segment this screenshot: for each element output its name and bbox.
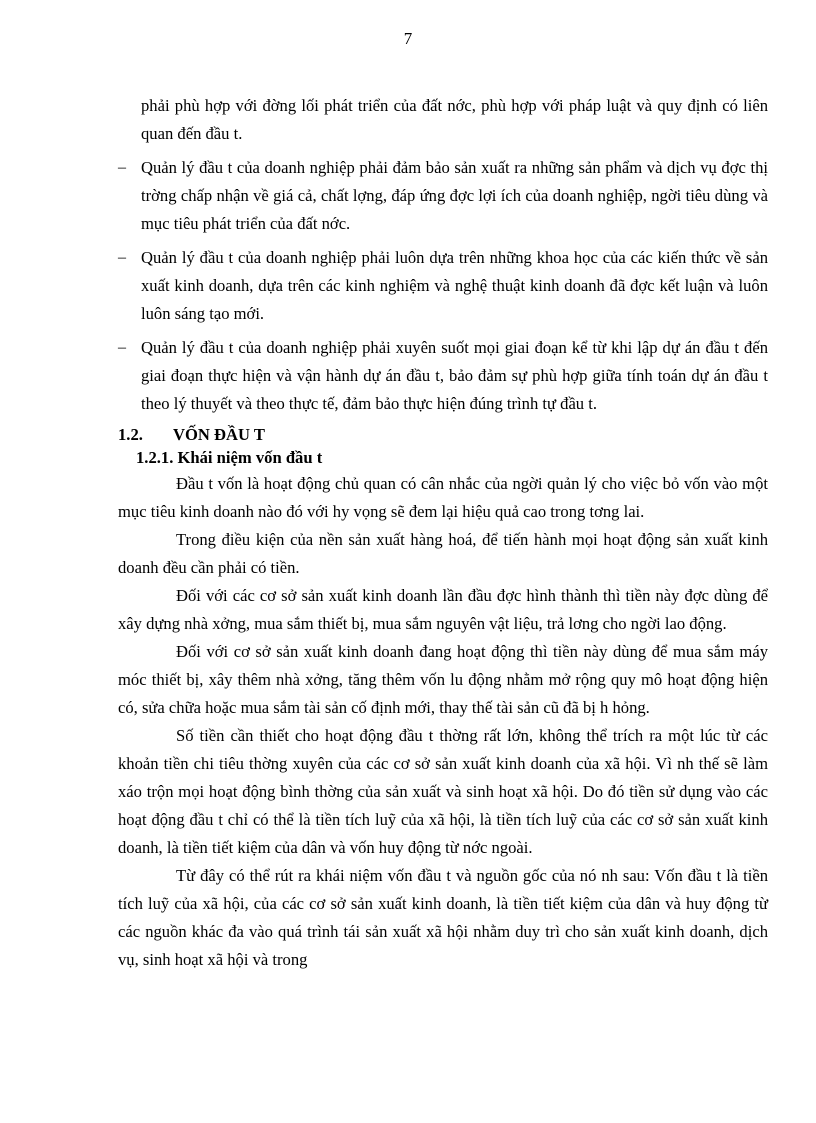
section-heading [118, 424, 768, 446]
paragraph: Đối với cơ sở sản xuất kinh doanh đang hoạt động thì tiền này dùng để mua sắm máy móc thiết bị, xây thêm nhà xởng, tăng thêm vốn lu động nhằm mở rộng quy mô hoạt động hiện có, sửa chữa hoặc mua sắm tài sản cố định mới, thay thế tài sản cũ đã bị h hỏng. [118, 642, 768, 717]
dash-bullet-icon: – [118, 339, 126, 356]
bullet-item [118, 334, 768, 418]
paragraph: Từ đây có thể rút ra khái niệm vốn đầu t và nguồn gốc của nó nh sau: Vốn đầu t là tiền tích luỹ của xã hội, của các cơ sở sản xuất kinh doanh, là tiền tiết kiệm của dân và huy động từ các nguồn khác đa vào quá trình tái sản xuất xã hội nhằm duy trì cho sản xuất kinh doanh, dịch vụ, sinh hoạt xã hội và trong [118, 866, 768, 969]
bullet-list [118, 154, 768, 418]
paragraph: Đầu t vốn là hoạt động chủ quan có cân nhắc của ngời quản lý cho việc bỏ vốn vào một mục tiêu kinh doanh nào đó với hy vọng sẽ đem lại hiệu quả cao trong tơng lai. [118, 474, 768, 521]
bullet-item [118, 244, 768, 328]
bullet-item [118, 154, 768, 238]
paragraph: Số tiền cần thiết cho hoạt động đầu t thờng rất lớn, không thể trích ra một lúc từ các khoản tiền chi tiêu thờng xuyên của các cơ sở sản xuất kinh doanh của xã hội. Vì nh thế sẽ làm xáo trộn mọi hoạt động bình thờng của sản xuất và sinh hoạt xã hội. Do đó tiền sử dụng vào các hoạt động đầu t chỉ có thể là tiền tích luỹ của xã hội, là tiền tích luỹ của các cơ sở sản xuất kinh doanh, là tiền tiết kiệm của dân và vốn huy động từ nớc ngoài. [118, 726, 768, 857]
paragraph: Trong điều kiện của nền sản xuất hàng hoá, để tiến hành mọi hoạt động sản xuất kinh doanh đều cần phải có tiền. [118, 530, 768, 577]
bullet-text: Quản lý đầu t của doanh nghiệp phải luôn dựa trên những khoa học của các kiến thức về sản xuất kinh doanh, dựa trên các kinh nghiệm và nghệ thuật kinh doanh đã đợc kết luận và luôn luôn sáng tạo mới. [141, 248, 768, 323]
section-number: 1.2. [118, 425, 143, 444]
dash-bullet-icon: – [118, 159, 126, 176]
dash-bullet-icon: – [118, 249, 126, 266]
section-title: VỐN ĐẦU T [173, 425, 265, 444]
subsection-heading: 1.2.1. Khái niệm vốn đầu t [136, 448, 323, 467]
intro-continuation: phải phù hợp với đờng lối phát triển của đất nớc, phù hợp với pháp luật và quy định có liên quan đến đầu t. [141, 96, 768, 143]
paragraph: Đối với các cơ sở sản xuất kinh doanh lần đầu đợc hình thành thì tiền này đợc dùng để xây dựng nhà xởng, mua sắm thiết bị, mua sắm nguyên vật liệu, trả lơng cho ngời lao động. [118, 586, 768, 633]
bullet-text: Quản lý đầu t của doanh nghiệp phải xuyên suốt mọi giai đoạn kể từ khi lập dự án đầu t đến giai đoạn thực hiện và vận hành dự án đầu t, bảo đảm sự phù hợp giữa tính toán dự án đầu t theo lý thuyết và theo thực tế, đảm bảo thực hiện đúng trình tự đầu t. [141, 338, 768, 413]
page-number: 7 [403, 29, 413, 48]
bullet-text: Quản lý đầu t của doanh nghiệp phải đảm bảo sản xuất ra những sản phẩm và dịch vụ đợc thị trờng chấp nhận về giá cả, chất lợng, đáp ứng đợc lợi ích của doanh nghiệp, ngời tiêu dùng và mục tiêu phát triển của đất nớc. [141, 158, 768, 233]
document-body [118, 92, 768, 974]
